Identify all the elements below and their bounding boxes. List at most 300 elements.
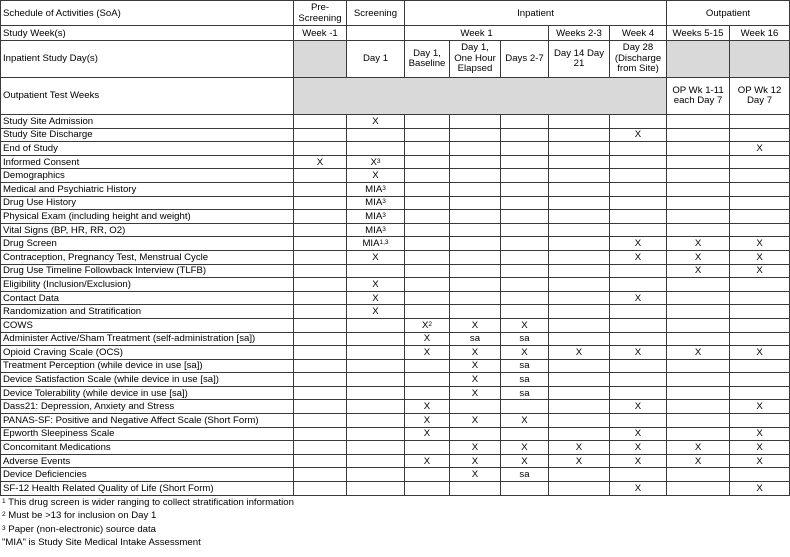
activity-cell (667, 115, 730, 129)
activity-cell: X (405, 400, 450, 414)
empty-cell (667, 41, 730, 78)
activity-cell (347, 264, 405, 278)
activity-cell: X (347, 250, 405, 264)
activity-cell (610, 414, 667, 428)
activity-label: Vital Signs (BP, HR, RR, O2) (1, 223, 294, 237)
activity-cell (294, 441, 347, 455)
activity-cell (294, 264, 347, 278)
footnote: "MIA" is Study Site Medical Intake Assessment (2, 537, 201, 549)
activity-cell: X (610, 441, 667, 455)
day-cell: Day 14 Day 21 (549, 41, 610, 78)
activity-cell (450, 169, 501, 183)
table-row (1, 169, 790, 183)
table-row (1, 346, 790, 360)
week-cell: Week 4 (610, 26, 667, 41)
activity-cell (501, 482, 549, 496)
activity-cell (450, 250, 501, 264)
activity-label: Opioid Craving Scale (OCS) (1, 346, 294, 360)
activity-cell (450, 400, 501, 414)
activity-cell (405, 441, 450, 455)
activity-cell: X (667, 250, 730, 264)
activity-cell (347, 427, 405, 441)
activity-cell: X (347, 305, 405, 319)
activity-cell (501, 278, 549, 292)
activity-cell (610, 318, 667, 332)
activity-cell (730, 332, 790, 346)
activity-cell: X (730, 441, 790, 455)
activity-cell (501, 291, 549, 305)
activity-cell (294, 318, 347, 332)
activity-cell (501, 128, 549, 142)
activity-cell: MIA$^3$ (347, 182, 405, 196)
footnote-ref: 3 (382, 225, 386, 233)
activity-cell (405, 196, 450, 210)
activity-cell: X (450, 373, 501, 387)
activity-label: Treatment Perception (while device in use [sa]) (1, 359, 294, 373)
activity-cell (501, 115, 549, 129)
activity-cell (549, 155, 610, 169)
activity-cell: MIA$^3$ (347, 210, 405, 224)
activity-cell (667, 332, 730, 346)
activity-cell (405, 237, 450, 251)
activity-label: Medical and Psychiatric History (1, 182, 294, 196)
activity-cell (405, 278, 450, 292)
table-title: Schedule of Activities (SoA) (1, 1, 294, 26)
header-row-days (1, 41, 790, 78)
footnote-ref: 2 (428, 320, 433, 328)
week-cell: Weeks 2-3 (549, 26, 610, 41)
activity-cell (347, 386, 405, 400)
day-cell: Days 2-7 (501, 41, 549, 78)
activity-cell (347, 318, 405, 332)
activity-cell: X (730, 454, 790, 468)
empty-cell (730, 41, 790, 78)
activity-cell (610, 155, 667, 169)
activity-cell: X (730, 250, 790, 264)
activity-cell (294, 169, 347, 183)
activity-cell (610, 468, 667, 482)
activity-cell (347, 482, 405, 496)
activity-cell (405, 386, 450, 400)
activity-cell (549, 373, 610, 387)
activity-cell (501, 250, 549, 264)
activity-cell (450, 128, 501, 142)
table-row (1, 115, 790, 129)
activity-cell: X (730, 237, 790, 251)
week-cell: Week 1 (405, 26, 549, 41)
activity-cell: X (501, 346, 549, 360)
activity-cell (347, 468, 405, 482)
activity-cell (294, 305, 347, 319)
activity-cell (667, 482, 730, 496)
op-week-cell: OP Wk 1-11 each Day 7 (667, 78, 730, 115)
activity-cell (610, 264, 667, 278)
activity-cell (667, 291, 730, 305)
activity-cell: X (347, 115, 405, 129)
activity-cell (501, 237, 549, 251)
table-row (1, 482, 790, 496)
activity-cell (730, 386, 790, 400)
activity-cell (450, 210, 501, 224)
inpatient-header: Inpatient (405, 1, 667, 26)
activity-label: Adverse Events (1, 454, 294, 468)
activity-cell: sa (501, 386, 549, 400)
activity-cell: X (450, 318, 501, 332)
activity-cell (549, 250, 610, 264)
table-row (1, 400, 790, 414)
footnote: $^2$ Must be >13 for inclusion on Day 1 (2, 510, 157, 522)
table-row (1, 155, 790, 169)
activity-cell (610, 332, 667, 346)
activity-cell (501, 305, 549, 319)
activity-cell: X (450, 441, 501, 455)
activity-cell: X (667, 346, 730, 360)
table-row (1, 359, 790, 373)
activity-label: Randomization and Stratification (1, 305, 294, 319)
header-row-phases (1, 1, 790, 26)
footnote-ref: 3 (376, 157, 381, 165)
op-week-cell: OP Wk 12 Day 7 (730, 78, 790, 115)
activity-cell (405, 169, 450, 183)
activity-cell (405, 305, 450, 319)
day-cell: Day 1, Baseline (405, 41, 450, 78)
activity-cell (549, 278, 610, 292)
activity-cell (667, 386, 730, 400)
activity-label: COWS (1, 318, 294, 332)
activity-label: Device Deficiencies (1, 468, 294, 482)
prescreening-header: Pre- Screening (294, 1, 347, 26)
activity-cell (405, 223, 450, 237)
activity-cell: X (501, 454, 549, 468)
table-row (1, 128, 790, 142)
activity-cell (501, 142, 549, 156)
activity-cell (730, 169, 790, 183)
activity-cell (294, 223, 347, 237)
activity-cell (610, 169, 667, 183)
activity-cell (549, 427, 610, 441)
activity-cell (549, 318, 610, 332)
activity-cell (730, 468, 790, 482)
activity-cell (405, 264, 450, 278)
activity-cell: X (347, 291, 405, 305)
activity-cell (450, 305, 501, 319)
activity-cell (730, 196, 790, 210)
activity-cell: X (730, 346, 790, 360)
activity-label: Contraception, Pregnancy Test, Menstrual Cycle (1, 250, 294, 264)
table-row (1, 305, 790, 319)
table-row (1, 291, 790, 305)
activity-cell (405, 115, 450, 129)
activity-cell: X (405, 332, 450, 346)
activity-cell: X (610, 128, 667, 142)
activity-cell: X (610, 346, 667, 360)
activity-cell (347, 359, 405, 373)
activity-cell (450, 142, 501, 156)
footnote-number: 1 (2, 497, 6, 505)
activity-cell (347, 332, 405, 346)
activity-cell: X (405, 346, 450, 360)
table-row (1, 264, 790, 278)
activity-label: Informed Consent (1, 155, 294, 169)
activity-cell (347, 142, 405, 156)
activity-cell (610, 305, 667, 319)
table-row (1, 278, 790, 292)
table-row (1, 441, 790, 455)
activity-cell (450, 182, 501, 196)
activity-cell (347, 373, 405, 387)
activity-cell (549, 305, 610, 319)
activity-cell (294, 482, 347, 496)
activity-cell (549, 386, 610, 400)
activity-cell (549, 264, 610, 278)
activity-cell (501, 427, 549, 441)
activity-cell (610, 373, 667, 387)
activity-cell: X (730, 400, 790, 414)
activity-cell: $X^2$ (405, 318, 450, 332)
activity-cell (347, 454, 405, 468)
activity-cell (610, 182, 667, 196)
activity-cell: X (347, 169, 405, 183)
activity-cell: sa (501, 468, 549, 482)
outpatient-header: Outpatient (667, 1, 790, 26)
activity-cell (549, 223, 610, 237)
activity-cell (549, 182, 610, 196)
activity-cell (667, 400, 730, 414)
activity-cell (347, 414, 405, 428)
activity-cell: X (347, 278, 405, 292)
activity-cell: sa (450, 332, 501, 346)
activity-cell (549, 332, 610, 346)
table-row (1, 427, 790, 441)
activity-cell (667, 414, 730, 428)
activity-cell (405, 210, 450, 224)
activity-label: Device Satisfaction Scale (while device in use [sa]) (1, 373, 294, 387)
activity-cell (294, 414, 347, 428)
footnote-number: 2 (2, 511, 6, 519)
activity-cell: X (610, 400, 667, 414)
table-row (1, 182, 790, 196)
activity-cell (294, 115, 347, 129)
activity-cell (294, 346, 347, 360)
activity-cell (549, 468, 610, 482)
activity-cell: sa (501, 359, 549, 373)
activity-cell (405, 359, 450, 373)
activity-cell (549, 196, 610, 210)
activity-cell (549, 482, 610, 496)
table-row (1, 223, 790, 237)
activity-cell (294, 182, 347, 196)
activity-cell: MIA$^3$ (347, 223, 405, 237)
activity-cell (610, 210, 667, 224)
activity-cell (405, 468, 450, 482)
activity-cell (450, 291, 501, 305)
activity-cell (501, 182, 549, 196)
activity-cell (405, 291, 450, 305)
header-row-op-weeks (1, 78, 790, 115)
activity-cell (549, 115, 610, 129)
activity-cell (294, 237, 347, 251)
activity-cell (294, 454, 347, 468)
table-row (1, 142, 790, 156)
activity-cell (450, 196, 501, 210)
activity-cell (610, 223, 667, 237)
activity-cell (610, 386, 667, 400)
activity-cell (730, 291, 790, 305)
activity-cell (501, 196, 549, 210)
empty-cell (294, 41, 347, 78)
activity-label: PANAS-SF: Positive and Negative Affect Scale (Short Form) (1, 414, 294, 428)
activity-cell (730, 115, 790, 129)
activity-cell: X (610, 291, 667, 305)
activity-cell (450, 115, 501, 129)
activity-cell (610, 142, 667, 156)
activity-cell (405, 482, 450, 496)
footnote-number: 3 (2, 524, 6, 532)
activity-cell (667, 278, 730, 292)
header-row-weeks (1, 26, 790, 41)
activity-cell: X (405, 454, 450, 468)
activity-cell: X (667, 441, 730, 455)
activity-cell (501, 400, 549, 414)
activity-cell (294, 128, 347, 142)
week-cell (347, 26, 405, 41)
activity-cell: X (610, 237, 667, 251)
activity-cell (501, 210, 549, 224)
activity-cell (667, 182, 730, 196)
footnote: $^1$ This drug screen is wider ranging to collect stratification information (2, 496, 294, 508)
activity-cell (667, 155, 730, 169)
footnote-ref: 3 (382, 198, 386, 206)
activity-cell (730, 155, 790, 169)
activity-cell: X (730, 142, 790, 156)
activity-cell (294, 400, 347, 414)
activity-cell (450, 278, 501, 292)
activity-cell (294, 291, 347, 305)
activity-cell (501, 169, 549, 183)
activity-cell (294, 427, 347, 441)
activity-cell (294, 250, 347, 264)
activity-cell (667, 468, 730, 482)
activity-cell: X (501, 414, 549, 428)
activity-cell (610, 196, 667, 210)
activity-label: SF-12 Health Related Quality of Life (Short Form) (1, 482, 294, 496)
activity-cell (294, 359, 347, 373)
activity-cell: $X^3$ (347, 155, 405, 169)
activity-cell (730, 318, 790, 332)
activity-cell: sa (501, 332, 549, 346)
activity-label: Eligibility (Inclusion/Exclusion) (1, 278, 294, 292)
week-cell: Week 16 (730, 26, 790, 41)
activity-cell (405, 142, 450, 156)
table-row (1, 237, 790, 251)
activity-cell (405, 373, 450, 387)
activity-cell (667, 373, 730, 387)
activity-cell (549, 291, 610, 305)
activity-cell (405, 155, 450, 169)
activity-cell: X (405, 414, 450, 428)
activity-cell (450, 223, 501, 237)
activity-cell: X (667, 264, 730, 278)
activity-cell: X (450, 386, 501, 400)
activity-cell (730, 182, 790, 196)
outpatient-test-weeks-label: Outpatient Test Weeks (1, 78, 294, 115)
activity-cell (450, 155, 501, 169)
activity-cell (667, 128, 730, 142)
activity-cell (294, 278, 347, 292)
activity-cell (730, 210, 790, 224)
activity-cell: X (730, 427, 790, 441)
activity-cell: X (610, 427, 667, 441)
footnote-ref: 3 (382, 211, 386, 219)
activity-cell: X (610, 250, 667, 264)
activity-cell (667, 318, 730, 332)
activity-cell: X (549, 346, 610, 360)
study-weeks-label: Study Week(s) (1, 26, 294, 41)
activity-cell: X (501, 318, 549, 332)
activity-cell (294, 332, 347, 346)
activity-cell (730, 305, 790, 319)
activity-cell (405, 182, 450, 196)
activity-cell (501, 264, 549, 278)
activity-cell: X (667, 454, 730, 468)
activity-cell (405, 250, 450, 264)
activity-cell: X (450, 359, 501, 373)
activity-cell (549, 169, 610, 183)
activity-cell (667, 427, 730, 441)
activity-label: Physical Exam (including height and weight) (1, 210, 294, 224)
activity-cell (730, 359, 790, 373)
footnote-ref: 1,3 (379, 239, 389, 247)
activity-label: Drug Screen (1, 237, 294, 251)
activity-cell: X (610, 482, 667, 496)
activity-label: Drug Use Timeline Followback Interview (TLFB) (1, 264, 294, 278)
table-row (1, 468, 790, 482)
activity-cell (549, 237, 610, 251)
activity-cell (667, 359, 730, 373)
activity-cell: X (450, 346, 501, 360)
activity-cell (450, 482, 501, 496)
activity-cell (450, 427, 501, 441)
inpatient-days-label: Inpatient Study Day(s) (1, 41, 294, 78)
activity-cell (294, 210, 347, 224)
activity-cell (610, 359, 667, 373)
activity-cell (501, 223, 549, 237)
activity-cell (294, 142, 347, 156)
day-cell: Day 1, One Hour Elapsed (450, 41, 501, 78)
activity-cell (730, 223, 790, 237)
activity-cell: X (405, 427, 450, 441)
activity-cell (549, 400, 610, 414)
table-row (1, 386, 790, 400)
activity-cell (347, 128, 405, 142)
activity-cell (450, 237, 501, 251)
activity-cell (730, 128, 790, 142)
table-row (1, 196, 790, 210)
activity-cell (667, 169, 730, 183)
activity-cell (610, 278, 667, 292)
activity-label: Dass21: Depression, Anxiety and Stress (1, 400, 294, 414)
footnote-ref: 3 (382, 184, 386, 192)
activity-cell: X (730, 264, 790, 278)
activity-cell (501, 155, 549, 169)
activity-cell: X (549, 441, 610, 455)
activity-cell: X (294, 155, 347, 169)
empty-cell (294, 78, 667, 115)
day-cell: Day 1 (347, 41, 405, 78)
activity-cell (667, 223, 730, 237)
activity-cell (730, 414, 790, 428)
activity-cell: X (549, 454, 610, 468)
